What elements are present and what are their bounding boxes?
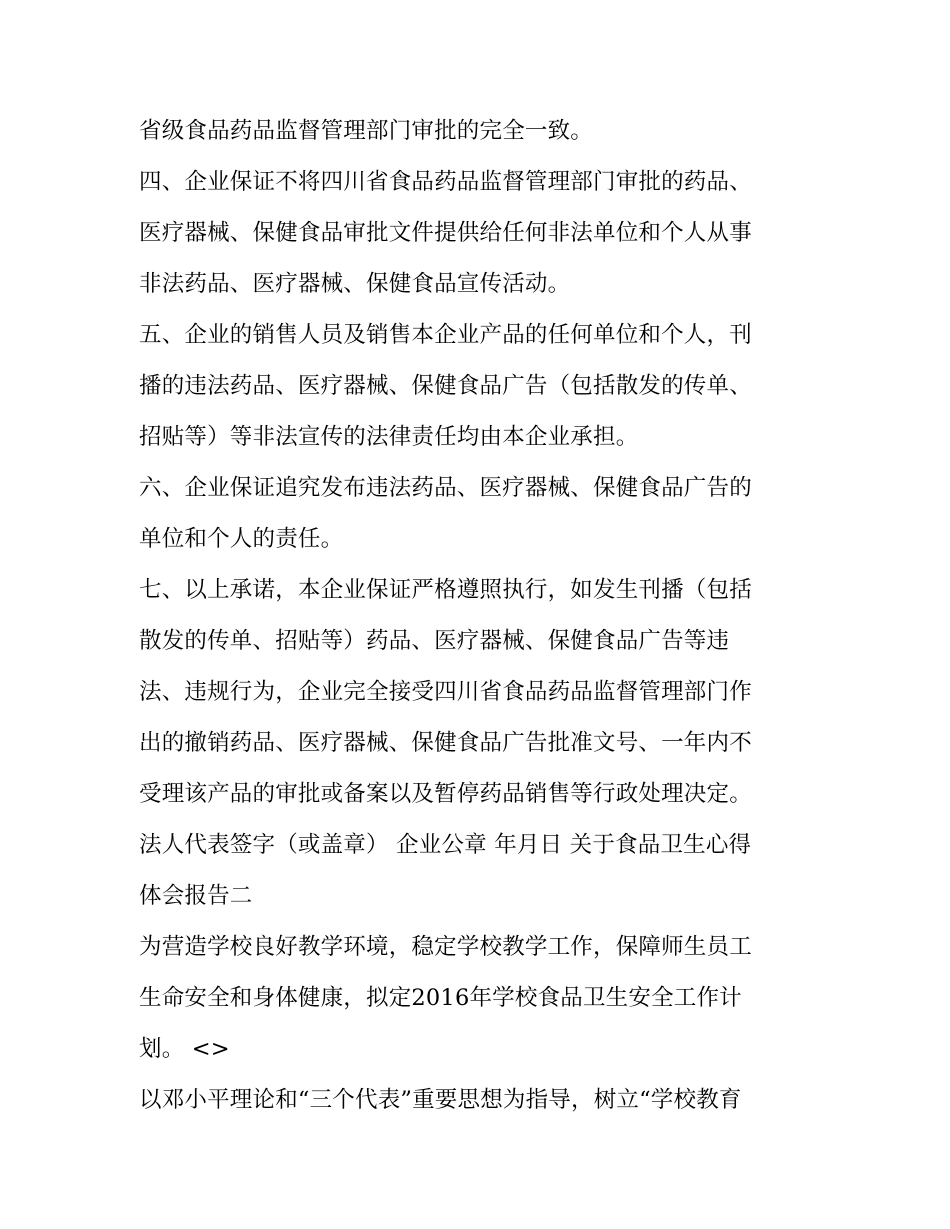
text-line: 非法药品、医疗器械、保健食品宣传活动。 — [139, 271, 571, 297]
text-line: 医疗器械、保健食品审批文件提供给任何非法单位和个人从事 — [139, 220, 752, 246]
text-line: 七、以上承诺，本企业保证严格遵照执行，如发生刊播（包括 — [139, 577, 752, 603]
text-line: 出的撤销药品、医疗器械、保健食品广告批准文号、一年内不 — [139, 730, 752, 756]
text-line: 划。 <> — [139, 1036, 230, 1062]
text-line: 为营造学校良好教学环境，稳定学校教学工作，保障师生员工 — [139, 934, 752, 960]
text-line: 单位和个人的责任。 — [139, 526, 344, 552]
text-line: 法、违规行为，企业完全接受四川省食品药品监督管理部门作 — [139, 679, 752, 705]
text-line: 体会报告二 — [139, 883, 253, 909]
text-line: 播的违法药品、医疗器械、保健食品广告（包括散发的传单、 — [139, 373, 752, 399]
text-line: 四、企业保证不将四川省食品药品监督管理部门审批的药品、 — [139, 169, 752, 195]
document-body — [139, 106, 819, 1126]
text-line: 以邓小平理论和“三个代表”重要思想为指导，树立“学校教育 — [139, 1087, 742, 1113]
text-line: 散发的传单、招贴等）药品、医疗器械、保健食品广告等违 — [139, 628, 730, 654]
text-line: 六、企业保证追究发布违法药品、医疗器械、保健食品广告的 — [139, 475, 752, 501]
text-line: 招贴等）等非法宣传的法律责任均由本企业承担。 — [139, 424, 639, 450]
text-line: 省级食品药品监督管理部门审批的完全一致。 — [139, 118, 594, 144]
text-line: 生命安全和身体健康，拟定2016年学校食品卫生安全工作计 — [139, 985, 742, 1011]
text-line: 法人代表签字（或盖章） 企业公章 年月日 关于食品卫生心得 — [139, 832, 752, 858]
text-line: 受理该产品的审批或备案以及暂停药品销售等行政处理决定。 — [139, 781, 752, 807]
text-line: 五、企业的销售人员及销售本企业产品的任何单位和个人，刊 — [139, 322, 752, 348]
